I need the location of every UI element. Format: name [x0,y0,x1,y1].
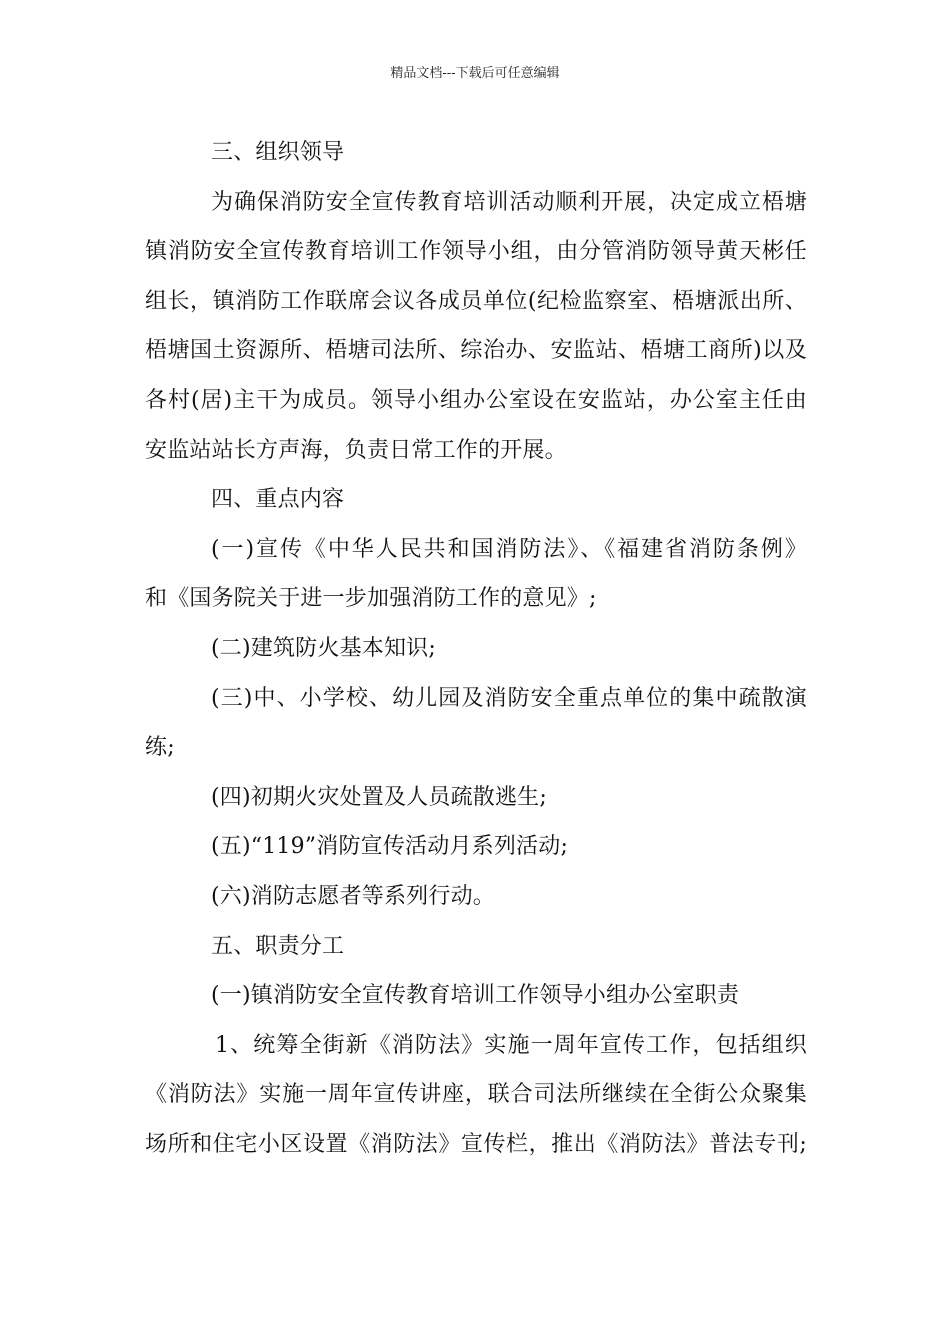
section-heading-responsibilities: 五、职责分工 [211,933,345,959]
paragraph-line: 梧塘国土资源所、梧塘司法所、综治办、安监站、梧塘工商所)以及 [145,338,807,364]
page-header: 精品文档---下载后可任意编辑 [390,66,560,81]
document-body [145,128,807,1169]
list-item-line: (五)“119”消防宣传活动月系列活动; [211,834,569,860]
paragraph-line: 组长，镇消防工作联席会议各成员单位(纪检监察室、梧塘派出所、 [145,288,807,314]
list-item-line: (六)消防志愿者等系列行动。 [211,883,495,909]
paragraph-line: 《消防法》实施一周年宣传讲座，联合司法所继续在全街公众聚集 [145,1082,807,1108]
paragraph-line: 场所和住宅小区设置《消防法》宣传栏，推出《消防法》普法专刊; [145,1131,807,1157]
list-item-line: 练; [145,735,175,761]
section-heading-organization: 三、组织领导 [211,140,345,165]
paragraph-line: 1、统筹全街新《消防法》实施一周年宣传工作，包括组织 [215,1032,807,1058]
list-item-line: 和《国务院关于进一步加强消防工作的意见》; [145,586,597,612]
list-item-line: (二)建筑防火基本知识; [211,635,436,661]
list-item-line: (一)宣传《中华人民共和国消防法》、《福建省消防条例》 [211,536,807,562]
section-heading-key-content: 四、重点内容 [211,487,345,513]
paragraph-line: 镇消防安全宣传教育培训工作领导小组，由分管消防领导黄天彬任 [145,239,807,265]
subsection-heading: (一)镇消防安全宣传教育培训工作领导小组办公室职责 [211,983,740,1009]
list-item-line: (四)初期火灾处置及人员疏散逃生; [211,784,547,810]
paragraph-line: 各村(居)主干为成员。领导小组办公室设在安监站，办公室主任由 [145,387,807,413]
paragraph-line: 安监站站长方声海，负责日常工作的开展。 [145,437,567,463]
list-item-line: (三)中、小学校、幼儿园及消防安全重点单位的集中疏散演 [211,685,807,711]
paragraph-line: 为确保消防安全宣传教育培训活动顺利开展，决定成立梧塘 [211,189,807,215]
